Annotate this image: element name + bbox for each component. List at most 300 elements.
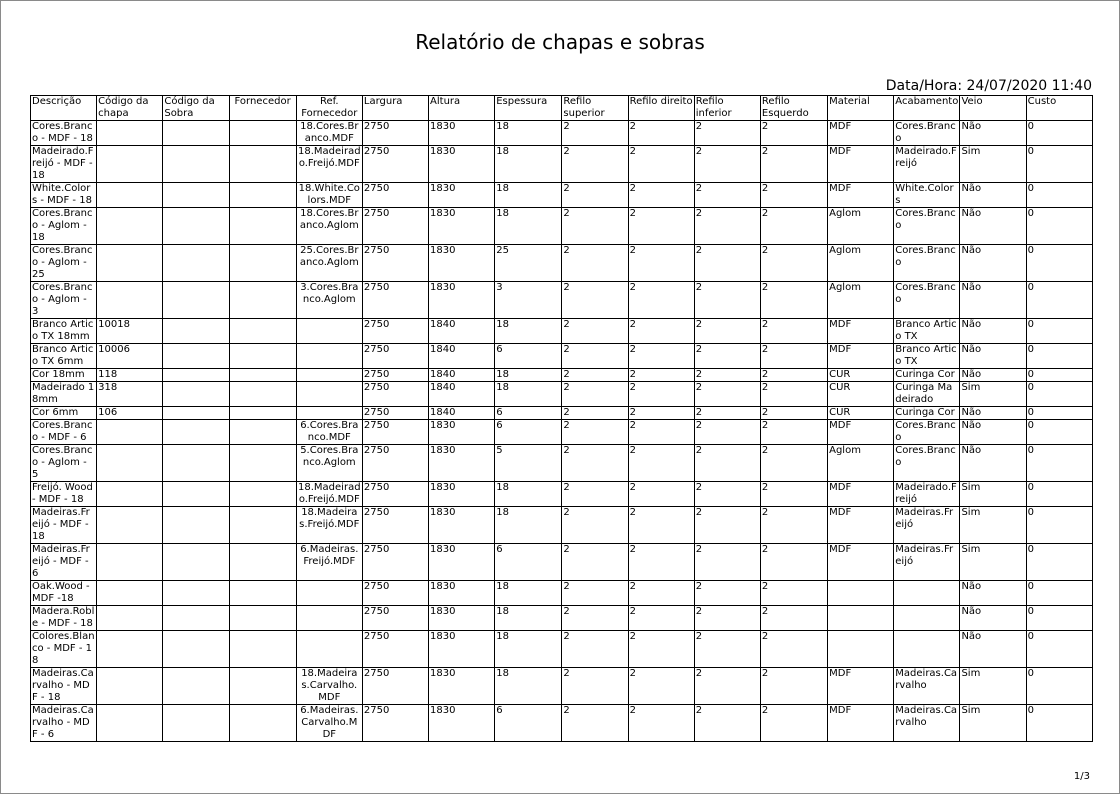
cell-ref-fornecedor: 6.Madeiras.Carvalho.MDF bbox=[296, 705, 362, 742]
cell-ref-fornecedor bbox=[296, 407, 362, 420]
cell-material bbox=[828, 581, 894, 606]
cell-codigo-chapa bbox=[97, 245, 163, 282]
cell-espessura: 18 bbox=[495, 369, 562, 382]
cell-refilo-inferior: 2 bbox=[694, 121, 760, 146]
cell-veio: Sim bbox=[960, 544, 1026, 581]
cell-refilo-esquerdo: 2 bbox=[760, 445, 827, 482]
cell-material: MDF bbox=[828, 544, 894, 581]
cell-refilo-superior: 2 bbox=[562, 507, 628, 544]
cell-refilo-inferior: 2 bbox=[694, 705, 760, 742]
table-row bbox=[31, 369, 1093, 382]
cell-acabamento: Cores.Branco bbox=[894, 445, 960, 482]
cell-altura: 1830 bbox=[429, 282, 495, 319]
cell-codigo-chapa bbox=[97, 668, 163, 705]
cell-ref-fornecedor: 3.Cores.Branco.Aglom bbox=[296, 282, 362, 319]
cell-refilo-esquerdo: 2 bbox=[760, 668, 827, 705]
sheets-table bbox=[30, 95, 1093, 742]
cell-refilo-direito: 2 bbox=[628, 581, 694, 606]
cell-descricao: Cores.Branco - Aglom - 3 bbox=[31, 282, 97, 319]
cell-fornecedor bbox=[229, 544, 296, 581]
cell-ref-fornecedor: 6.Cores.Branco.MDF bbox=[296, 420, 362, 445]
cell-refilo-esquerdo: 2 bbox=[760, 382, 827, 407]
cell-largura: 2750 bbox=[362, 319, 428, 344]
cell-acabamento: Madeiras.Freijó bbox=[894, 544, 960, 581]
cell-codigo-chapa bbox=[97, 183, 163, 208]
cell-material: CUR bbox=[828, 407, 894, 420]
cell-refilo-inferior: 2 bbox=[694, 668, 760, 705]
cell-refilo-inferior: 2 bbox=[694, 382, 760, 407]
cell-custo: 0 bbox=[1026, 606, 1092, 631]
cell-espessura: 18 bbox=[495, 382, 562, 407]
cell-refilo-superior: 2 bbox=[562, 344, 628, 369]
cell-fornecedor bbox=[229, 445, 296, 482]
cell-descricao: Freijó. Wood - MDF - 18 bbox=[31, 482, 97, 507]
cell-descricao: Branco Artico TX 6mm bbox=[31, 344, 97, 369]
cell-ref-fornecedor: 18.White.Colors.MDF bbox=[296, 183, 362, 208]
cell-espessura: 6 bbox=[495, 420, 562, 445]
cell-refilo-superior: 2 bbox=[562, 482, 628, 507]
cell-fornecedor bbox=[229, 245, 296, 282]
cell-veio: Sim bbox=[960, 668, 1026, 705]
cell-material: CUR bbox=[828, 369, 894, 382]
cell-custo: 0 bbox=[1026, 319, 1092, 344]
cell-largura: 2750 bbox=[362, 382, 428, 407]
cell-espessura: 6 bbox=[495, 705, 562, 742]
cell-descricao: Colores.Blanco - MDF - 18 bbox=[31, 631, 97, 668]
table-row bbox=[31, 121, 1093, 146]
cell-largura: 2750 bbox=[362, 507, 428, 544]
cell-largura: 2750 bbox=[362, 369, 428, 382]
table-row bbox=[31, 245, 1093, 282]
cell-codigo-chapa bbox=[97, 507, 163, 544]
cell-codigo-chapa bbox=[97, 581, 163, 606]
cell-fornecedor bbox=[229, 420, 296, 445]
table-row bbox=[31, 606, 1093, 631]
cell-refilo-esquerdo: 2 bbox=[760, 344, 827, 369]
cell-material: Aglom bbox=[828, 208, 894, 245]
cell-refilo-direito: 2 bbox=[628, 507, 694, 544]
cell-refilo-superior: 2 bbox=[562, 631, 628, 668]
cell-material bbox=[828, 631, 894, 668]
cell-largura: 2750 bbox=[362, 245, 428, 282]
cell-refilo-direito: 2 bbox=[628, 146, 694, 183]
cell-refilo-esquerdo: 2 bbox=[760, 581, 827, 606]
cell-largura: 2750 bbox=[362, 407, 428, 420]
cell-descricao: Cores.Branco - MDF - 18 bbox=[31, 121, 97, 146]
cell-material: Aglom bbox=[828, 282, 894, 319]
cell-descricao: Cor 6mm bbox=[31, 407, 97, 420]
cell-refilo-direito: 2 bbox=[628, 606, 694, 631]
cell-material: MDF bbox=[828, 344, 894, 369]
cell-acabamento: White.Colors bbox=[894, 183, 960, 208]
cell-ref-fornecedor bbox=[296, 369, 362, 382]
cell-refilo-direito: 2 bbox=[628, 445, 694, 482]
cell-espessura: 6 bbox=[495, 407, 562, 420]
cell-refilo-superior: 2 bbox=[562, 705, 628, 742]
cell-largura: 2750 bbox=[362, 482, 428, 507]
cell-codigo-sobra bbox=[163, 319, 229, 344]
cell-descricao: Madeiras.Carvalho - MDF - 6 bbox=[31, 705, 97, 742]
cell-material: MDF bbox=[828, 319, 894, 344]
cell-refilo-esquerdo: 2 bbox=[760, 208, 827, 245]
cell-altura: 1840 bbox=[429, 382, 495, 407]
cell-refilo-superior: 2 bbox=[562, 581, 628, 606]
cell-largura: 2750 bbox=[362, 631, 428, 668]
cell-refilo-esquerdo: 2 bbox=[760, 705, 827, 742]
cell-custo: 0 bbox=[1026, 282, 1092, 319]
cell-refilo-esquerdo: 2 bbox=[760, 245, 827, 282]
cell-ref-fornecedor: 18.Cores.Branco.Aglom bbox=[296, 208, 362, 245]
col-header-refilo-superior: Refilo superior bbox=[562, 96, 628, 121]
cell-descricao: Madeirado 18mm bbox=[31, 382, 97, 407]
cell-refilo-inferior: 2 bbox=[694, 245, 760, 282]
cell-refilo-superior: 2 bbox=[562, 146, 628, 183]
cell-veio: Não bbox=[960, 445, 1026, 482]
cell-refilo-esquerdo: 2 bbox=[760, 282, 827, 319]
cell-espessura: 18 bbox=[495, 606, 562, 631]
table-row bbox=[31, 183, 1093, 208]
cell-codigo-chapa bbox=[97, 146, 163, 183]
cell-acabamento: Madeirado.Freijó bbox=[894, 482, 960, 507]
col-header-custo: Custo bbox=[1026, 96, 1092, 121]
cell-acabamento: Madeiras.Freijó bbox=[894, 507, 960, 544]
cell-espessura: 3 bbox=[495, 282, 562, 319]
table-row bbox=[31, 581, 1093, 606]
cell-altura: 1830 bbox=[429, 146, 495, 183]
cell-descricao: Cor 18mm bbox=[31, 369, 97, 382]
cell-refilo-inferior: 2 bbox=[694, 507, 760, 544]
table-row bbox=[31, 319, 1093, 344]
cell-descricao: Madera.Roble - MDF - 18 bbox=[31, 606, 97, 631]
table-row bbox=[31, 482, 1093, 507]
cell-material: MDF bbox=[828, 146, 894, 183]
cell-refilo-esquerdo: 2 bbox=[760, 146, 827, 183]
table-row bbox=[31, 382, 1093, 407]
cell-refilo-direito: 2 bbox=[628, 282, 694, 319]
cell-refilo-inferior: 2 bbox=[694, 407, 760, 420]
cell-fornecedor bbox=[229, 606, 296, 631]
report-title: Relatório de chapas e sobras bbox=[415, 30, 705, 54]
cell-ref-fornecedor bbox=[296, 581, 362, 606]
cell-altura: 1830 bbox=[429, 705, 495, 742]
cell-altura: 1830 bbox=[429, 183, 495, 208]
cell-veio: Não bbox=[960, 581, 1026, 606]
cell-codigo-sobra bbox=[163, 631, 229, 668]
cell-material: MDF bbox=[828, 121, 894, 146]
cell-custo: 0 bbox=[1026, 705, 1092, 742]
cell-fornecedor bbox=[229, 382, 296, 407]
cell-descricao: Cores.Branco - Aglom - 5 bbox=[31, 445, 97, 482]
cell-refilo-esquerdo: 2 bbox=[760, 606, 827, 631]
cell-altura: 1830 bbox=[429, 420, 495, 445]
cell-largura: 2750 bbox=[362, 581, 428, 606]
col-header-fornecedor: Fornecedor bbox=[229, 96, 296, 121]
cell-largura: 2750 bbox=[362, 183, 428, 208]
cell-descricao: Madeiras.Freijó - MDF - 6 bbox=[31, 544, 97, 581]
cell-acabamento: Madeiras.Carvalho bbox=[894, 668, 960, 705]
cell-codigo-sobra bbox=[163, 282, 229, 319]
cell-altura: 1840 bbox=[429, 319, 495, 344]
cell-custo: 0 bbox=[1026, 544, 1092, 581]
cell-fornecedor bbox=[229, 668, 296, 705]
cell-fornecedor bbox=[229, 208, 296, 245]
cell-largura: 2750 bbox=[362, 146, 428, 183]
cell-refilo-direito: 2 bbox=[628, 121, 694, 146]
col-header-material: Material bbox=[828, 96, 894, 121]
cell-largura: 2750 bbox=[362, 544, 428, 581]
cell-espessura: 18 bbox=[495, 482, 562, 507]
col-header-veio: Veio bbox=[960, 96, 1026, 121]
cell-refilo-esquerdo: 2 bbox=[760, 631, 827, 668]
cell-codigo-sobra bbox=[163, 369, 229, 382]
cell-veio: Não bbox=[960, 606, 1026, 631]
cell-custo: 0 bbox=[1026, 208, 1092, 245]
cell-custo: 0 bbox=[1026, 631, 1092, 668]
table-row bbox=[31, 544, 1093, 581]
cell-codigo-chapa: 106 bbox=[97, 407, 163, 420]
cell-espessura: 18 bbox=[495, 631, 562, 668]
col-header-espessura: Espessura bbox=[495, 96, 562, 121]
cell-ref-fornecedor: 6.Madeiras.Freijó.MDF bbox=[296, 544, 362, 581]
cell-altura: 1830 bbox=[429, 507, 495, 544]
cell-descricao: Branco Artico TX 18mm bbox=[31, 319, 97, 344]
cell-ref-fornecedor bbox=[296, 319, 362, 344]
cell-espessura: 6 bbox=[495, 544, 562, 581]
cell-espessura: 6 bbox=[495, 344, 562, 369]
cell-codigo-sobra bbox=[163, 183, 229, 208]
cell-descricao: Madeirado.Freijó - MDF - 18 bbox=[31, 146, 97, 183]
cell-acabamento bbox=[894, 581, 960, 606]
cell-ref-fornecedor: 25.Cores.Branco.Aglom bbox=[296, 245, 362, 282]
cell-veio: Não bbox=[960, 407, 1026, 420]
cell-refilo-esquerdo: 2 bbox=[760, 507, 827, 544]
cell-material: MDF bbox=[828, 668, 894, 705]
cell-codigo-sobra bbox=[163, 208, 229, 245]
cell-codigo-chapa: 10018 bbox=[97, 319, 163, 344]
cell-codigo-sobra bbox=[163, 606, 229, 631]
cell-acabamento: Cores.Branco bbox=[894, 245, 960, 282]
cell-refilo-inferior: 2 bbox=[694, 344, 760, 369]
cell-codigo-sobra bbox=[163, 482, 229, 507]
cell-veio: Não bbox=[960, 121, 1026, 146]
cell-refilo-inferior: 2 bbox=[694, 631, 760, 668]
cell-descricao: Oak.Wood - MDF -18 bbox=[31, 581, 97, 606]
col-header-codigo-chapa: Código da chapa bbox=[97, 96, 163, 121]
cell-custo: 0 bbox=[1026, 344, 1092, 369]
cell-espessura: 18 bbox=[495, 319, 562, 344]
cell-altura: 1830 bbox=[429, 445, 495, 482]
cell-acabamento: Madeiras.Carvalho bbox=[894, 705, 960, 742]
table-row bbox=[31, 631, 1093, 668]
cell-refilo-inferior: 2 bbox=[694, 208, 760, 245]
table-row bbox=[31, 282, 1093, 319]
table-row bbox=[31, 668, 1093, 705]
cell-material: MDF bbox=[828, 420, 894, 445]
table-row bbox=[31, 445, 1093, 482]
cell-codigo-chapa bbox=[97, 121, 163, 146]
cell-custo: 0 bbox=[1026, 407, 1092, 420]
table-body bbox=[31, 121, 1093, 742]
cell-refilo-superior: 2 bbox=[562, 121, 628, 146]
cell-veio: Não bbox=[960, 245, 1026, 282]
cell-veio: Sim bbox=[960, 382, 1026, 407]
cell-codigo-sobra bbox=[163, 581, 229, 606]
cell-material: MDF bbox=[828, 507, 894, 544]
cell-veio: Não bbox=[960, 282, 1026, 319]
col-header-refilo-direito: Refilo direito bbox=[628, 96, 694, 121]
table-row bbox=[31, 420, 1093, 445]
cell-codigo-chapa bbox=[97, 420, 163, 445]
cell-acabamento: Cores.Branco bbox=[894, 282, 960, 319]
cell-codigo-sobra bbox=[163, 382, 229, 407]
cell-refilo-esquerdo: 2 bbox=[760, 121, 827, 146]
cell-codigo-sobra bbox=[163, 445, 229, 482]
cell-refilo-superior: 2 bbox=[562, 208, 628, 245]
cell-veio: Não bbox=[960, 369, 1026, 382]
cell-codigo-chapa bbox=[97, 208, 163, 245]
cell-fornecedor bbox=[229, 183, 296, 208]
cell-ref-fornecedor: 18.Cores.Branco.MDF bbox=[296, 121, 362, 146]
col-header-refilo-esquerdo: Refilo Esquerdo bbox=[760, 96, 827, 121]
table-row bbox=[31, 507, 1093, 544]
cell-codigo-sobra bbox=[163, 245, 229, 282]
report-datetime: Data/Hora: 24/07/2020 11:40 bbox=[885, 78, 1092, 94]
cell-acabamento bbox=[894, 606, 960, 631]
cell-material bbox=[828, 606, 894, 631]
cell-ref-fornecedor: 18.Madeiras.Freijó.MDF bbox=[296, 507, 362, 544]
cell-refilo-inferior: 2 bbox=[694, 420, 760, 445]
cell-custo: 0 bbox=[1026, 507, 1092, 544]
cell-refilo-inferior: 2 bbox=[694, 369, 760, 382]
cell-acabamento: Cores.Branco bbox=[894, 208, 960, 245]
cell-altura: 1830 bbox=[429, 482, 495, 507]
table-row bbox=[31, 344, 1093, 369]
cell-veio: Sim bbox=[960, 146, 1026, 183]
cell-acabamento: Cores.Branco bbox=[894, 121, 960, 146]
cell-acabamento: Curinga Madeirado bbox=[894, 382, 960, 407]
cell-altura: 1830 bbox=[429, 631, 495, 668]
cell-refilo-direito: 2 bbox=[628, 482, 694, 507]
cell-largura: 2750 bbox=[362, 705, 428, 742]
cell-refilo-esquerdo: 2 bbox=[760, 319, 827, 344]
col-header-descricao: Descrição bbox=[31, 96, 97, 121]
cell-acabamento: Branco Artico TX bbox=[894, 319, 960, 344]
cell-refilo-direito: 2 bbox=[628, 544, 694, 581]
cell-fornecedor bbox=[229, 507, 296, 544]
table-row bbox=[31, 146, 1093, 183]
cell-material: Aglom bbox=[828, 445, 894, 482]
cell-espessura: 18 bbox=[495, 183, 562, 208]
cell-refilo-superior: 2 bbox=[562, 319, 628, 344]
cell-codigo-sobra bbox=[163, 507, 229, 544]
col-header-largura: Largura bbox=[362, 96, 428, 121]
cell-refilo-direito: 2 bbox=[628, 631, 694, 668]
table-row bbox=[31, 407, 1093, 420]
cell-espessura: 18 bbox=[495, 668, 562, 705]
cell-refilo-superior: 2 bbox=[562, 282, 628, 319]
cell-largura: 2750 bbox=[362, 420, 428, 445]
cell-refilo-direito: 2 bbox=[628, 407, 694, 420]
cell-refilo-esquerdo: 2 bbox=[760, 183, 827, 208]
cell-codigo-sobra bbox=[163, 121, 229, 146]
cell-espessura: 18 bbox=[495, 146, 562, 183]
cell-espessura: 25 bbox=[495, 245, 562, 282]
cell-refilo-inferior: 2 bbox=[694, 581, 760, 606]
cell-codigo-chapa: 318 bbox=[97, 382, 163, 407]
cell-refilo-direito: 2 bbox=[628, 183, 694, 208]
cell-codigo-sobra bbox=[163, 420, 229, 445]
col-header-refilo-inferior: Refilo inferior bbox=[694, 96, 760, 121]
cell-ref-fornecedor: 5.Cores.Branco.Aglom bbox=[296, 445, 362, 482]
cell-refilo-direito: 2 bbox=[628, 369, 694, 382]
cell-espessura: 18 bbox=[495, 581, 562, 606]
cell-refilo-esquerdo: 2 bbox=[760, 420, 827, 445]
cell-veio: Não bbox=[960, 208, 1026, 245]
cell-custo: 0 bbox=[1026, 482, 1092, 507]
cell-altura: 1840 bbox=[429, 344, 495, 369]
cell-fornecedor bbox=[229, 631, 296, 668]
cell-refilo-direito: 2 bbox=[628, 705, 694, 742]
cell-veio: Não bbox=[960, 183, 1026, 208]
cell-espessura: 18 bbox=[495, 121, 562, 146]
cell-ref-fornecedor: 18.Madeiras.Carvalho.MDF bbox=[296, 668, 362, 705]
cell-refilo-inferior: 2 bbox=[694, 282, 760, 319]
cell-codigo-chapa bbox=[97, 282, 163, 319]
cell-fornecedor bbox=[229, 581, 296, 606]
cell-refilo-inferior: 2 bbox=[694, 544, 760, 581]
cell-codigo-chapa bbox=[97, 544, 163, 581]
cell-ref-fornecedor bbox=[296, 344, 362, 369]
cell-refilo-inferior: 2 bbox=[694, 183, 760, 208]
cell-refilo-inferior: 2 bbox=[694, 482, 760, 507]
cell-ref-fornecedor bbox=[296, 382, 362, 407]
cell-descricao: Cores.Branco - MDF - 6 bbox=[31, 420, 97, 445]
cell-refilo-direito: 2 bbox=[628, 420, 694, 445]
cell-refilo-esquerdo: 2 bbox=[760, 482, 827, 507]
cell-acabamento: Curinga Cor bbox=[894, 369, 960, 382]
cell-custo: 0 bbox=[1026, 245, 1092, 282]
cell-espessura: 18 bbox=[495, 208, 562, 245]
cell-refilo-superior: 2 bbox=[562, 245, 628, 282]
cell-refilo-inferior: 2 bbox=[694, 445, 760, 482]
cell-veio: Não bbox=[960, 420, 1026, 445]
cell-largura: 2750 bbox=[362, 445, 428, 482]
page-number: 1/3 bbox=[1073, 771, 1090, 782]
cell-custo: 0 bbox=[1026, 183, 1092, 208]
cell-codigo-sobra bbox=[163, 668, 229, 705]
cell-acabamento: Curinga Cor bbox=[894, 407, 960, 420]
cell-refilo-direito: 2 bbox=[628, 208, 694, 245]
cell-fornecedor bbox=[229, 146, 296, 183]
cell-custo: 0 bbox=[1026, 382, 1092, 407]
cell-refilo-direito: 2 bbox=[628, 344, 694, 369]
cell-altura: 1830 bbox=[429, 606, 495, 631]
cell-codigo-chapa: 10006 bbox=[97, 344, 163, 369]
cell-material: MDF bbox=[828, 705, 894, 742]
cell-refilo-superior: 2 bbox=[562, 369, 628, 382]
cell-refilo-direito: 2 bbox=[628, 245, 694, 282]
cell-refilo-superior: 2 bbox=[562, 606, 628, 631]
cell-ref-fornecedor: 18.Madeirado.Freijó.MDF bbox=[298, 482, 361, 505]
cell-altura: 1830 bbox=[429, 544, 495, 581]
cell-largura: 2750 bbox=[362, 344, 428, 369]
cell-refilo-direito: 2 bbox=[628, 382, 694, 407]
cell-refilo-inferior: 2 bbox=[694, 146, 760, 183]
cell-fornecedor bbox=[229, 482, 296, 507]
cell-refilo-direito: 2 bbox=[628, 319, 694, 344]
cell-veio: Sim bbox=[960, 482, 1026, 507]
cell-refilo-superior: 2 bbox=[562, 382, 628, 407]
